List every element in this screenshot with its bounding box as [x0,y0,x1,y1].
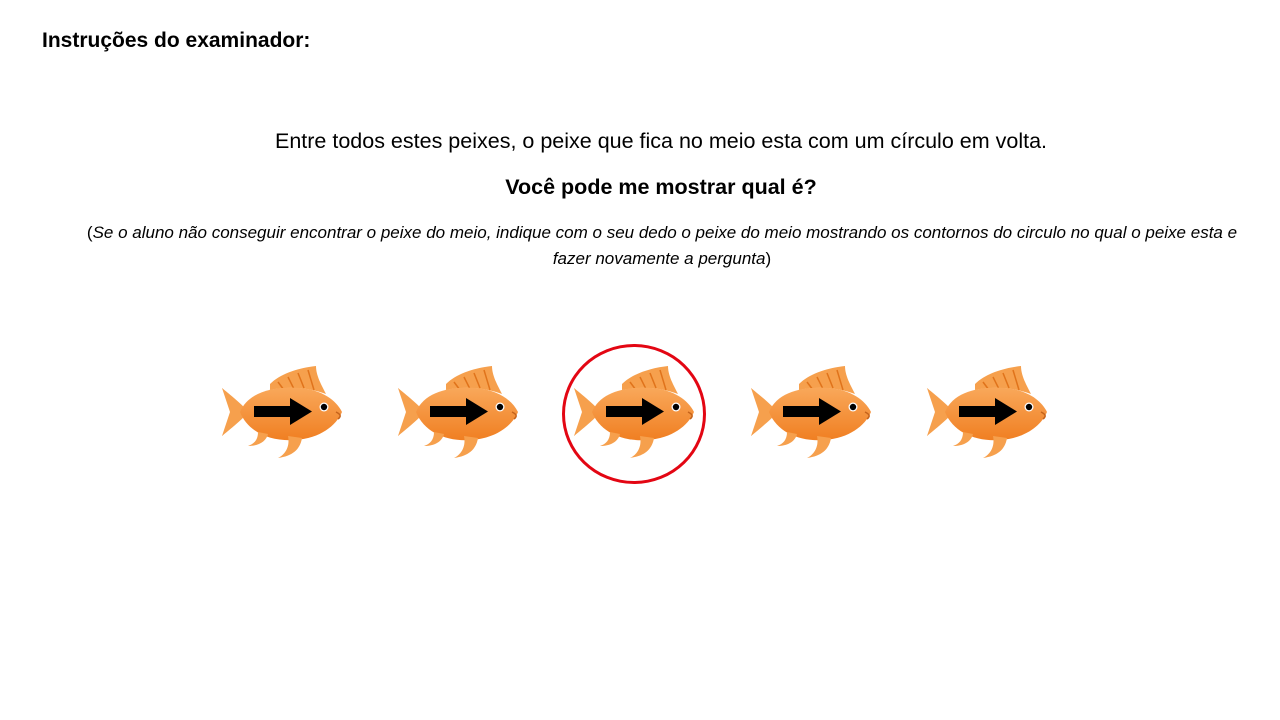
note-text: Se o aluno não conseguir encontrar o peixe do meio, indique com o seu dedo o peixe do meio mostrando os contornos do circulo no qual o peixe esta e fazer novamente a pergunta [92,223,1238,268]
instruction-text: Entre todos estes peixes, o peixe que fica no meio esta com um círculo em volta. [275,129,1047,153]
fish-1[interactable] [218,362,346,460]
fish-4[interactable] [747,362,875,460]
note-open-paren: ( [86,223,93,242]
examiner-instructions-heading: Instruções do examinador: [42,29,311,52]
fish-2[interactable] [394,362,522,460]
question-text: Você pode me mostrar qual é? [505,175,817,199]
highlight-circle [562,344,706,484]
note-close-paren: ) [765,249,772,268]
fish-3-middle[interactable] [570,362,698,460]
examiner-note [80,220,1244,272]
fish-5[interactable] [923,362,1051,460]
